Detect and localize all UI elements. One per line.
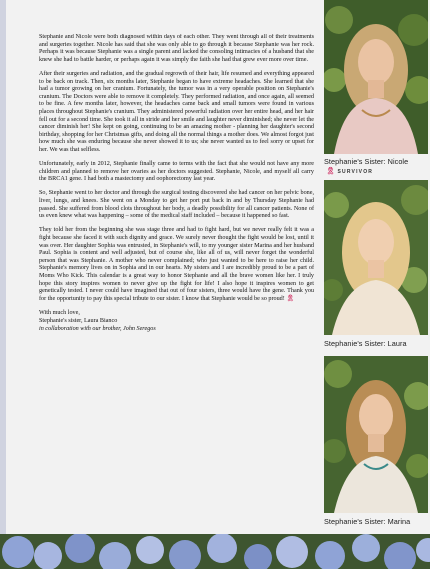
paragraph-1: Stephanie and Nicole were both diagnosed within days of each other. They went through all of their treatments and surgeries together. Nicole has said that she was only able to go through it because Stephanie was her rock. Perhaps it was because Stephanie was a single parent and lacked the consoling intimacies of a husband that she knew she had to battle harder, or perhaps again it was simply the faith she had that grew ever more over time.	[39, 34, 314, 63]
signature-block	[39, 310, 314, 333]
ribbon-icon: 🎗	[326, 168, 335, 175]
collaboration-line: in collaboration with our brother, John Seregos	[39, 325, 156, 332]
paragraph-2: After their surgeries and radiation, and the gradual regrowth of their hair, life resumed and everything appeared to be back on track. Then, six months later, Stephanie began to have extreme headaches. She learned that she had a tumor growing on her cranium. Fortunately, the tumor was in a very operable position on Stephanie's cranium. The Doctors were able to remove it completely. They performed radiation, and once again, all seemed to be fine. A few months later, however, the headaches came back and small tumors were found in various places throughout Stephanie's cranium. They administered powerful radiation over her entire head, and her hair fell out for a second time. She took it all in stride and her smile and laughter never diminished; she never let the cancer diminish her! She kept on going, continuing to be an amazing mother - planning her daughter's second birthday, shopping for her Christmas gifts, and doing all the normal things a mother does. We almost forgot just how much she was enduring because she never showed it to us; she never wanted us to feel sorry or upset for her. We was that selfless.	[39, 70, 314, 153]
caption-nicole: Stephanie's Sister: Nicole	[324, 157, 409, 166]
survivor-badge: 🎗 SURVIVOR	[326, 168, 374, 175]
caption-marina: Stephanie's Sister: Marina	[324, 517, 411, 526]
page-edge	[0, 0, 6, 569]
photo-laura	[324, 180, 428, 335]
signoff: With much love,	[39, 309, 80, 316]
paragraph-4: So, Stephanie went to her doctor and through the surgical testing discovered she had cancer on her pelvic bone, liver, lungs, and knees. She went on a Monday to get her port put back in and by Thursday Stephanie had passed. She suffered from blood clots throughout her body, a deadly possibility for all cancer patients. None of us even knew what was happening – some of the medical staff included – because it happened so fast.	[39, 190, 314, 220]
article-body	[39, 34, 314, 514]
paragraph-3: Unfortunately, early in 2012, Stephanie finally came to terms with the fact that she would not have any more children and planned to remove her ovaries as her doctors suggested. Stephanie, Nicole, and myself all carry the BRCA1 gene. I had both a mastectomy and oophorectomy last year.	[39, 161, 314, 183]
photo-nicole	[324, 0, 428, 154]
photo-column	[320, 0, 430, 530]
caption-laura: Stephanie's Sister: Laura	[324, 339, 407, 348]
author-line: Stephanie's sister, Laura Bianco	[39, 317, 118, 324]
photo-marina	[324, 356, 428, 513]
paragraph-5: They told her from the beginning she was stage three and had to fight hard, but we never really felt it was a fight because she faced it with such dignity and grace. We surely never thought the fight would be lost, until it was over. Her daughter Sophia was entrusted, in Stephanie's will, to my younger sister Marina and her husband Paul. Sophia is content and well adjusted, but of course she, like all of us, will never forget the wonderful person that was Stephanie. A mother who never complained; who just wanted to be here to raise her child. Stephanie's memory lives on in Sophia and in our hearts. My sisters and I are incredibly proud to be a part of Moms Who Kick. This calendar is a great way to honor Stephanie and all the brave women like her. I truly hope this story inspires women to never give up the fight for life! I also hope it inspires women to get genetically tested. I never could have imagined that out of four sisters, three would have the gene. Thank you for the opportunity to pay this special tribute to our sister. I know that Stephanie would be so proud! 🎗	[39, 227, 314, 302]
hydrangea-footer	[0, 534, 430, 569]
ribbon-icon: 🎗	[286, 295, 295, 302]
